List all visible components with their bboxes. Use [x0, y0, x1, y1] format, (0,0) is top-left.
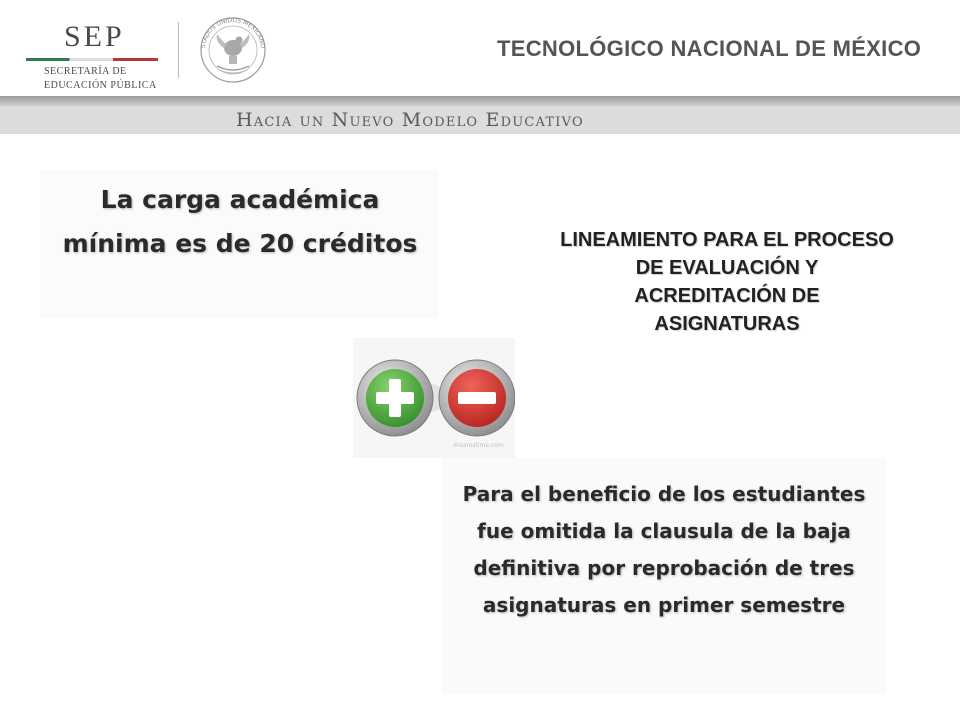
- carga-text: La carga académica mínima es de 20 créditos: [62, 185, 418, 258]
- sep-subtitle-line1: SECRETARÍA DE: [44, 66, 127, 77]
- plus-icon: [357, 360, 433, 436]
- header-shadow: [0, 96, 960, 106]
- sep-tricolor-line: [26, 58, 158, 61]
- minus-icon: [439, 360, 515, 436]
- lineamiento-title: LINEAMIENTO PARA EL PROCESO DE EVALUACIÓN Y ACREDITACIÓN DE ASIGNATURAS: [560, 229, 894, 335]
- institution-title: TECNOLÓGICO NACIONAL DE MÉXICO: [497, 36, 922, 61]
- banner: [0, 106, 960, 134]
- watermark: dreamstime.com: [453, 442, 504, 449]
- plus-minus-graphic: [353, 338, 515, 458]
- sep-subtitle-line2: EDUCACIÓN PÚBLICA: [44, 80, 157, 91]
- sep-logo: [20, 14, 170, 91]
- plus-minus-image: [353, 338, 515, 458]
- banner-text: Hacia un Nuevo Modelo Educativo: [236, 109, 584, 131]
- seal-icon: [193, 12, 273, 84]
- sep-title: SEP: [64, 20, 125, 53]
- seal-text: STADOS UNIDOS MEXICANO: [200, 16, 266, 49]
- header: [0, 0, 960, 96]
- beneficio-text: Para el beneficio de los estudiantes fue omitida la clausula de la baja definitiva por reprobación de tres asignaturas en primer semestre: [462, 482, 866, 617]
- header-divider: [178, 22, 179, 78]
